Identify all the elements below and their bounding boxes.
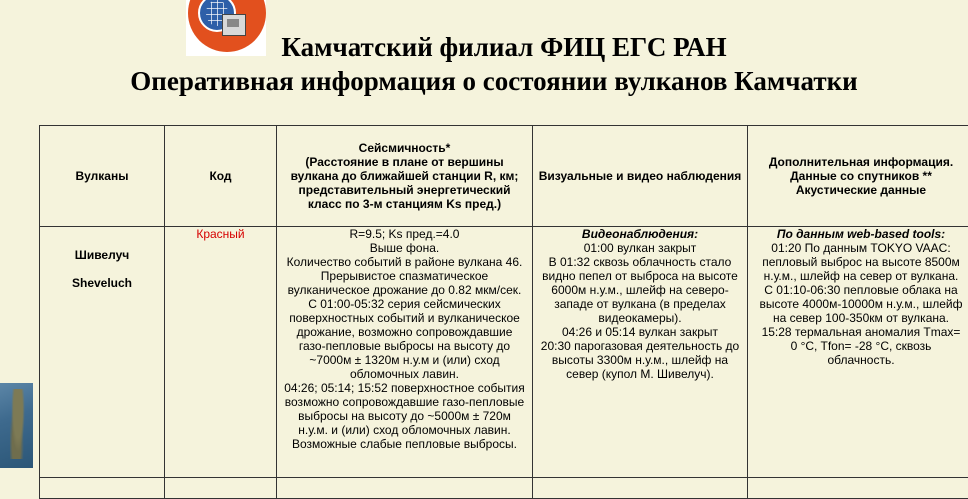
additional-header-line: Акустические данные xyxy=(750,183,968,197)
seismic-text-line: Количество событий в районе вулкана 46. xyxy=(279,255,530,269)
seismic-text-line: выбросы на высоту до ~5000м ± 720м xyxy=(279,409,530,423)
seismic-text-line: ~7000м ± 1320м н.у.м и (или) сход xyxy=(279,353,530,367)
table-header-row xyxy=(40,126,968,227)
visual-text-line: 6000м н.у.м., шлейф на северо- xyxy=(535,283,745,297)
seismic-cell xyxy=(277,227,533,478)
seismic-text-line: Выше фона. xyxy=(279,241,530,255)
header-seismic xyxy=(277,126,533,227)
status-badge: Красный xyxy=(165,227,277,478)
header-visual: Визуальные и видео наблюдения xyxy=(533,126,748,227)
additional-text-line: высоте 4000м-10000м н.у.м., шлейф xyxy=(750,297,968,311)
header-additional xyxy=(748,126,968,227)
additional-text-line: на север 100-350км от вулкана. xyxy=(750,311,968,325)
seismic-text-line: газо-пепловые выбросы на высоту до xyxy=(279,339,530,353)
seismic-text-line: обломочных лавин. xyxy=(279,367,530,381)
additional-cell xyxy=(748,227,968,478)
seismic-header-line: вулкана до ближайшей станции R, км; xyxy=(279,169,530,183)
volcano-name-cell xyxy=(40,227,165,478)
additional-text-line: С 01:10-06:30 пепловые облака на xyxy=(750,283,968,297)
additional-text-line: 0 °C, Tfon= -28 °C, сквозь xyxy=(750,339,968,353)
volcano-table xyxy=(39,125,968,499)
visual-text-line: В 01:32 сквозь облачность стало xyxy=(535,255,745,269)
additional-text-line: облачность. xyxy=(750,353,968,367)
additional-text-line: 01:20 По данным TOKYO VAAC: xyxy=(750,241,968,255)
visual-text-line: западе от вулкана (в пределах xyxy=(535,297,745,311)
header-volcanoes: Вулканы xyxy=(40,126,165,227)
seismic-text-line: Возможные слабые пепловые выбросы. xyxy=(279,437,530,451)
header-code: Код xyxy=(165,126,277,227)
additional-text-line: н.у.м., шлейф на север от вулкана. xyxy=(750,269,968,283)
seismic-header-line: класс по 3-м станциям Ks пред.) xyxy=(279,197,530,211)
seismic-text-line: R=9.5; Ks пред.=4.0 xyxy=(279,227,530,241)
visual-cell xyxy=(533,227,748,478)
next-row-cell xyxy=(748,478,968,499)
table-row xyxy=(40,227,968,478)
visual-text-line: видеокамеры). xyxy=(535,311,745,325)
seismic-text-line: дрожание, возможно сопровождавшие xyxy=(279,325,530,339)
additional-text-line: пепловый выброс на высоте 8500м xyxy=(750,255,968,269)
visual-text-line: видно пепел от выброса на высоте xyxy=(535,269,745,283)
seismic-text-line: вулканическое дрожание до 0.82 мкм/сек. xyxy=(279,283,530,297)
visual-text-line: 01:00 вулкан закрыт xyxy=(535,241,745,255)
next-row-cell xyxy=(533,478,748,499)
seismic-text-line: С 01:00-05:32 серия сейсмических xyxy=(279,297,530,311)
seismic-header-line: Сейсмичность* xyxy=(279,141,530,155)
map-thumbnail-icon[interactable] xyxy=(0,383,33,468)
additional-header-line: Данные со спутников ** xyxy=(750,169,968,183)
visual-text-line: 04:26 и 05:14 вулкан закрыт xyxy=(535,325,745,339)
seismic-text-line: н.у.м. и (или) сход обломочных лавин. xyxy=(279,423,530,437)
volcano-name-ru: Шивелуч xyxy=(42,241,162,269)
seismic-header-line: представительный энергетический xyxy=(279,183,530,197)
next-row-cell xyxy=(40,478,165,499)
volcano-name-en: Sheveluch xyxy=(42,269,162,297)
visual-text-line: 20:30 парогазовая деятельность до xyxy=(535,339,745,353)
seismic-text-line: поверхностных событий и вулканическое xyxy=(279,311,530,325)
next-row-cell xyxy=(165,478,277,499)
next-row-cell xyxy=(277,478,533,499)
additional-text-line: 15:28 термальная аномалия Tmax= xyxy=(750,325,968,339)
visual-text-line: высоты 3300м н.у.м., шлейф на xyxy=(535,353,745,367)
seismic-text-line: Прерывистое спазматическое xyxy=(279,269,530,283)
page-subtitle: Оперативная информация о состоянии вулканов Камчатки xyxy=(10,65,968,97)
visual-label: Видеонаблюдения: xyxy=(535,227,745,241)
additional-header-line: Дополнительная информация. xyxy=(750,155,968,169)
seismic-text-line: возможно сопровождавшие газо-пепловые xyxy=(279,395,530,409)
seismic-text-line: 04:26; 05:14; 15:52 поверхностное события xyxy=(279,381,530,395)
visual-text-line: север (купол М. Шивелуч). xyxy=(535,367,745,381)
seismic-header-line: (Расстояние в плане от вершины xyxy=(279,155,530,169)
page-title: Камчатский филиал ФИЦ ЕГС РАН xyxy=(20,31,968,63)
additional-label: По данным web-based tools: xyxy=(750,227,968,241)
table-row-next xyxy=(40,478,968,499)
